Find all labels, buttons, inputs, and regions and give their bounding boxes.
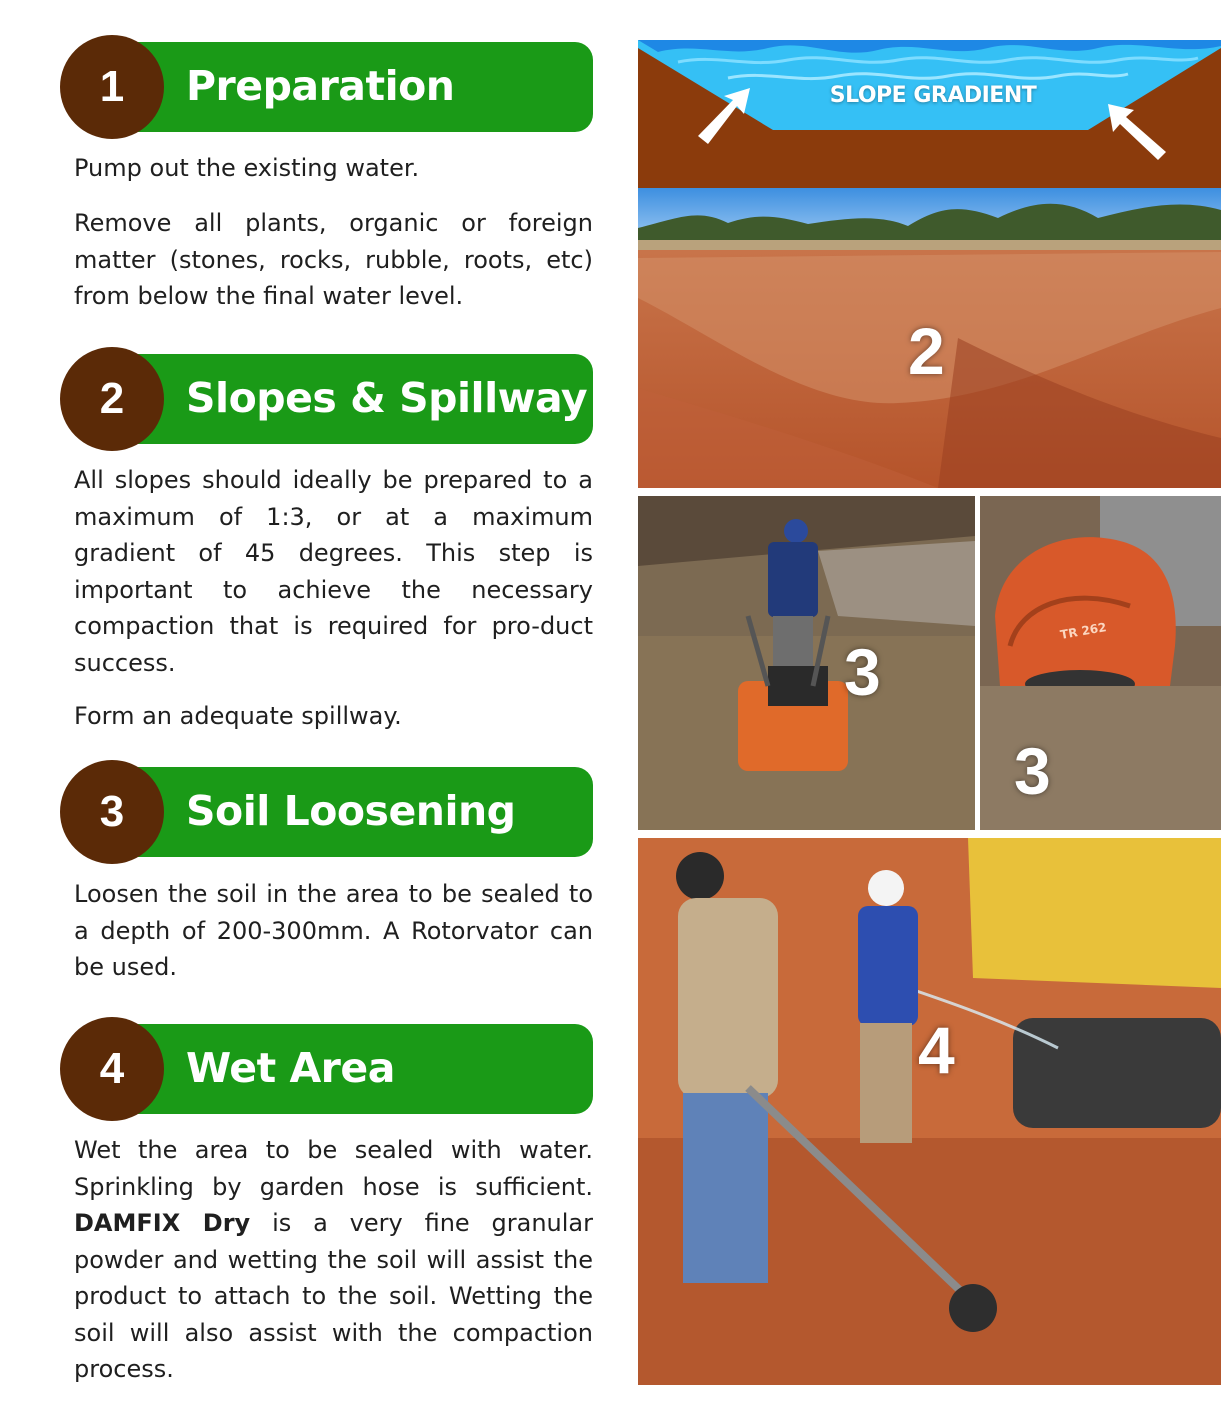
step-4-text-after: is a very fine granular powder and wetting the soil will assist the product to attach to the soil. Wetting the soil will also assist with the compaction process. (74, 1209, 594, 1383)
step-1-title: Preparation (186, 62, 455, 110)
step-3-text-1: Loosen the soil in the area to be sealed to a depth of 200-300mm. A Rotorvator can be used. (74, 880, 593, 981)
image-column (638, 0, 1221, 1414)
step-2-number-badge: 2 (60, 347, 164, 451)
watering-step-label: 4 (918, 1013, 955, 1087)
rotorvator-operator-graphic (638, 496, 975, 830)
step-4-number-badge: 4 (60, 1017, 164, 1121)
slope-diagram-graphic (638, 40, 1221, 188)
slope-gradient-label: SLOPE GRADIENT (829, 83, 1037, 108)
step-1-text-1: Pump out the existing water. (74, 154, 420, 182)
step-3-title: Soil Loosening (186, 787, 516, 835)
step-1-text-2: Remove all plants, organic or foreign matter (stones, rocks, rubble, roots, etc) from below the final water level. (74, 209, 593, 310)
dam-excavation-photo (638, 188, 1221, 488)
step-3-number-badge: 3 (60, 760, 164, 864)
step-1-number-badge: 1 (60, 35, 164, 139)
step-2-text-1: All slopes should ideally be prepared to a maximum of 1:3, or at a maximum gradient of 45 degrees. This step is important to achieve the necessary compaction that is required for pro-duct success. (74, 466, 593, 677)
product-name: DAMFIX Dry (74, 1209, 251, 1237)
machine-model-text: TR 262 (1059, 620, 1108, 642)
dam-photo-step-label: 2 (908, 314, 945, 388)
step-2-text-2: Form an adequate spillway. (74, 702, 402, 730)
step-4-title: Wet Area (186, 1044, 395, 1092)
rotorvator-operator-photo (638, 496, 975, 830)
rotorvator-closeup-photo (980, 496, 1221, 830)
step-2-title: Slopes & Spillway (186, 374, 588, 422)
slope-gradient-diagram (638, 40, 1221, 188)
watering-photo-graphic (638, 838, 1221, 1385)
rotorvator-operator-step-label: 3 (844, 635, 881, 709)
rotorvator-closeup-step-label: 3 (1014, 734, 1051, 808)
step-4-text-1 (74, 1132, 593, 1388)
watering-photo (638, 838, 1221, 1385)
step-4-text-before: Wet the area to be sealed with water. Sprinkling by garden hose is sufficient. (74, 1136, 593, 1201)
